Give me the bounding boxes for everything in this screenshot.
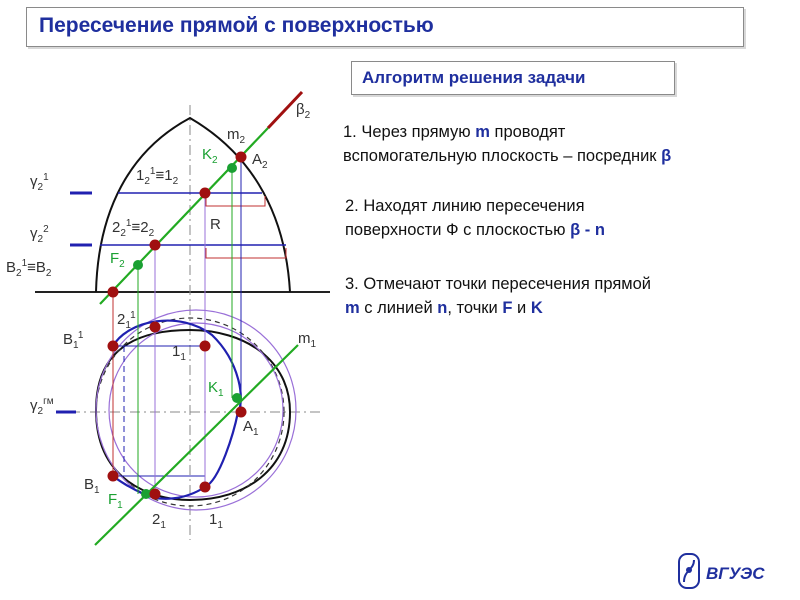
- label-gamma21: $\gamma_2^1$: [30, 172, 49, 193]
- bracket-r2: [206, 248, 286, 258]
- label-B1-top: $B_1^1$: [63, 330, 84, 351]
- page-title: Пересечение прямой с поверхностью: [39, 14, 434, 37]
- label-1-2: $1_2^1\equiv 1_2$: [136, 166, 179, 187]
- point-K1: [232, 393, 242, 403]
- label-F2: $F_2$: [110, 250, 125, 270]
- point-B2: [108, 287, 119, 298]
- point-2-2: [150, 240, 161, 251]
- step-2: 2. Находят линию пересечения поверхности Ф с плоскостью β - n: [345, 197, 605, 239]
- point-1-1: [200, 482, 211, 493]
- label-gamma22: $\gamma_2^2$: [30, 224, 49, 245]
- label-m1: $m_1$: [298, 330, 317, 350]
- logo-text: ВГУЭС: [706, 564, 765, 583]
- point-2-1: [150, 489, 161, 500]
- point-F2: [133, 260, 143, 270]
- label-B1: $B_1$: [84, 476, 100, 496]
- label-B2: $B_2^1\equiv B_2$: [6, 258, 52, 279]
- point-A2: [236, 152, 247, 163]
- label-F1: $F_1$: [108, 491, 123, 511]
- point-1-2: [200, 188, 211, 199]
- label-2-1: $2_1$: [152, 511, 166, 531]
- label-A1: $A_1$: [243, 418, 259, 438]
- label-2-2: $2_2^1\equiv 2_2$: [112, 218, 155, 239]
- label-A2: $A_2$: [252, 151, 268, 171]
- label-1-1: $1_1$: [209, 511, 223, 531]
- label-R: R: [210, 216, 221, 233]
- line-m1: [95, 345, 298, 545]
- logo-emblem: [676, 552, 786, 592]
- label-beta2: $\beta_2$: [296, 101, 311, 121]
- point-B1: [108, 471, 119, 482]
- label-K1: $K_1$: [208, 379, 224, 399]
- algorithm-title: Алгоритм решения задачи: [362, 68, 586, 87]
- label-m2: $m_2$: [227, 126, 246, 146]
- point-A1: [236, 407, 247, 418]
- label-gamma2gm: $\gamma_2^{гм}$: [30, 396, 54, 417]
- point-1-1-top: [200, 341, 211, 352]
- label-2-1-top: $2_1^1$: [117, 310, 136, 331]
- bracket-r1: [206, 196, 265, 206]
- label-1-1-top: $1_1$: [172, 343, 186, 363]
- point-2-1-top: [150, 322, 161, 333]
- point-K2: [227, 163, 237, 173]
- step-1: 1. Через прямую m проводят вспомогательную плоскость – посредник β: [343, 123, 672, 165]
- step-3: 3. Отмечают точки пересечения прямой m с линией n, точки F и K: [345, 275, 651, 317]
- point-B1-top: [108, 341, 119, 352]
- label-K2: $K_2$: [202, 146, 218, 166]
